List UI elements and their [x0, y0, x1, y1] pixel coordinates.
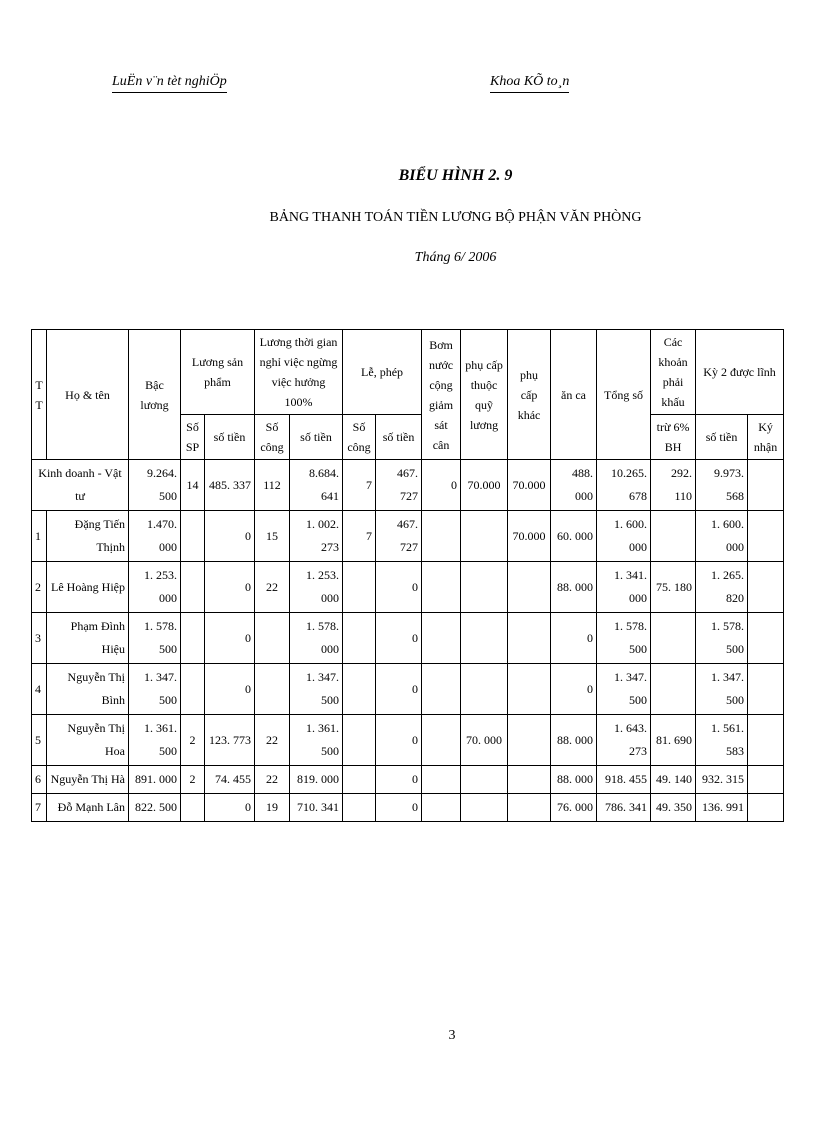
- cell-lsp: 74. 455: [205, 766, 255, 794]
- summary-pcq: 70.000: [461, 460, 508, 511]
- cell-tru: [651, 664, 696, 715]
- col-tt-header: T T: [32, 330, 47, 460]
- page-number: 3: [448, 1028, 456, 1043]
- cell-pcq: [461, 562, 508, 613]
- col-pck-header: phụ cấp khác: [508, 330, 551, 460]
- col-lep-header: Lễ, phép: [343, 330, 422, 415]
- cell-tong: 918. 455: [597, 766, 651, 794]
- cell-tru: 49. 140: [651, 766, 696, 794]
- cell-cong: 22: [255, 766, 290, 794]
- col-sotien2-header: số tiền: [290, 415, 343, 460]
- col-tong-header: Tổng số: [597, 330, 651, 460]
- col-sosp-header: Số SP: [181, 415, 205, 460]
- cell-linh: 1. 578. 500: [696, 613, 748, 664]
- cell-lep: 467. 727: [376, 511, 422, 562]
- cell-linh: 1. 600. 000: [696, 511, 748, 562]
- cell-tt: 2: [32, 562, 47, 613]
- cell-cong: 22: [255, 562, 290, 613]
- cell-bom: [422, 715, 461, 766]
- cell-tt: 4: [32, 664, 47, 715]
- cell-cong: 15: [255, 511, 290, 562]
- cell-ltg: 1. 347. 500: [290, 664, 343, 715]
- cell-tt: 3: [32, 613, 47, 664]
- summary-row: [32, 460, 784, 511]
- cell-bac: 822. 500: [129, 794, 181, 822]
- table-row: [32, 766, 784, 794]
- table-row: [32, 511, 784, 562]
- cell-lsp: 0: [205, 664, 255, 715]
- cell-anca: 76. 000: [551, 794, 597, 822]
- cell-sosp: 2: [181, 715, 205, 766]
- cell-ltg: 1. 002. 273: [290, 511, 343, 562]
- cell-bac: 891. 000: [129, 766, 181, 794]
- cell-lep: 0: [376, 562, 422, 613]
- cell-bom: [422, 613, 461, 664]
- summary-lsp: 485. 337: [205, 460, 255, 511]
- cell-tong: 1. 578. 500: [597, 613, 651, 664]
- cell-lep: 0: [376, 715, 422, 766]
- col-bom-header: Bơm nước cộng giảm sát cân: [422, 330, 461, 460]
- cell-sosp: [181, 511, 205, 562]
- summary-tong: 10.265. 678: [597, 460, 651, 511]
- cell-congp: [343, 794, 376, 822]
- table-row: [32, 664, 784, 715]
- summary-linh: 9.973. 568: [696, 460, 748, 511]
- col-socong1-header: Số công: [255, 415, 290, 460]
- cell-bom: [422, 562, 461, 613]
- cell-anca: 88. 000: [551, 715, 597, 766]
- cell-congp: [343, 562, 376, 613]
- cell-linh: 1. 265. 820: [696, 562, 748, 613]
- cell-ltg: 1. 578. 000: [290, 613, 343, 664]
- cell-tt: 6: [32, 766, 47, 794]
- cell-pck: [508, 766, 551, 794]
- cell-pcq: [461, 766, 508, 794]
- cell-ltg: 819. 000: [290, 766, 343, 794]
- cell-pck: [508, 613, 551, 664]
- cell-tong: 1. 347. 500: [597, 664, 651, 715]
- cell-bom: [422, 511, 461, 562]
- summary-congp: 7: [343, 460, 376, 511]
- cell-sosp: [181, 794, 205, 822]
- cell-ltg: 1. 253. 000: [290, 562, 343, 613]
- summary-ltg: 8.684. 641: [290, 460, 343, 511]
- cell-lsp: 123. 773: [205, 715, 255, 766]
- col-anca-header: ăn ca: [551, 330, 597, 460]
- cell-pcq: 70. 000: [461, 715, 508, 766]
- cell-anca: 88. 000: [551, 562, 597, 613]
- cell-lsp: 0: [205, 613, 255, 664]
- cell-sosp: 2: [181, 766, 205, 794]
- col-lsp-header: Lương sản phẩm: [181, 330, 255, 415]
- cell-tt: 1: [32, 511, 47, 562]
- col-ckp-header: Các khoản phải khấu: [651, 330, 696, 415]
- employee-rows: [32, 511, 784, 822]
- summary-pck: 70.000: [508, 460, 551, 511]
- cell-cong: [255, 664, 290, 715]
- header-department-label: Khoa KÕ to¸n: [490, 74, 569, 93]
- cell-tong: 1. 643. 273: [597, 715, 651, 766]
- cell-tong: 1. 341. 000: [597, 562, 651, 613]
- cell-kynhan: [748, 511, 784, 562]
- cell-congp: 7: [343, 511, 376, 562]
- cell-congp: [343, 715, 376, 766]
- cell-congp: [343, 664, 376, 715]
- table-row: [32, 562, 784, 613]
- cell-lep: 0: [376, 613, 422, 664]
- cell-tru: 81. 690: [651, 715, 696, 766]
- cell-pck: [508, 562, 551, 613]
- header-thesis-label: LuËn v¨n tèt nghiÖp: [112, 74, 227, 93]
- summary-cong: 112: [255, 460, 290, 511]
- table-row: [32, 613, 784, 664]
- cell-name: Đỗ Mạnh Lân: [47, 794, 129, 822]
- document-period: Tháng 6/ 2006: [414, 250, 497, 265]
- cell-bom: [422, 766, 461, 794]
- cell-bac: 1. 361. 500: [129, 715, 181, 766]
- cell-bom: [422, 664, 461, 715]
- cell-tru: 75. 180: [651, 562, 696, 613]
- summary-tru: 292. 110: [651, 460, 696, 511]
- cell-cong: 22: [255, 715, 290, 766]
- cell-pcq: [461, 794, 508, 822]
- table-row: [32, 715, 784, 766]
- col-kynhan-header: Ký nhận: [748, 415, 784, 460]
- cell-tru: [651, 511, 696, 562]
- summary-kynhan: [748, 460, 784, 511]
- cell-anca: 88. 000: [551, 766, 597, 794]
- cell-pcq: [461, 511, 508, 562]
- cell-name: Nguyễn Thị Hà: [47, 766, 129, 794]
- cell-linh: 136. 991: [696, 794, 748, 822]
- col-ky2-header: Kỳ 2 được lĩnh: [696, 330, 784, 415]
- table-row: [32, 794, 784, 822]
- col-sotien3-header: số tiền: [376, 415, 422, 460]
- col-tru-header: trừ 6% BH: [651, 415, 696, 460]
- cell-sosp: [181, 613, 205, 664]
- summary-sosp: 14: [181, 460, 205, 511]
- summary-bac: 9.264. 500: [129, 460, 181, 511]
- cell-tt: 7: [32, 794, 47, 822]
- col-socong2-header: Số công: [343, 415, 376, 460]
- document-title: BIỂU HÌNH 2. 9: [398, 167, 513, 184]
- cell-sosp: [181, 562, 205, 613]
- cell-lep: 0: [376, 766, 422, 794]
- cell-pck: [508, 664, 551, 715]
- cell-pck: 70.000: [508, 511, 551, 562]
- cell-kynhan: [748, 664, 784, 715]
- col-bac-header: Bậc lương: [129, 330, 181, 460]
- cell-name: Nguyễn Thị Hoa: [47, 715, 129, 766]
- cell-linh: 932. 315: [696, 766, 748, 794]
- col-sotien4-header: số tiền: [696, 415, 748, 460]
- cell-kynhan: [748, 715, 784, 766]
- cell-pck: [508, 715, 551, 766]
- cell-lep: 0: [376, 664, 422, 715]
- cell-kynhan: [748, 766, 784, 794]
- summary-bom: 0: [422, 460, 461, 511]
- summary-anca: 488. 000: [551, 460, 597, 511]
- document-subtitle: BẢNG THANH TOÁN TIỀN LƯƠNG BỘ PHẬN VĂN PHÒNG: [269, 210, 642, 225]
- cell-bac: 1.470. 000: [129, 511, 181, 562]
- cell-anca: 0: [551, 613, 597, 664]
- cell-ltg: 1. 361. 500: [290, 715, 343, 766]
- cell-name: Đặng Tiến Thịnh: [47, 511, 129, 562]
- cell-linh: 1. 347. 500: [696, 664, 748, 715]
- cell-lsp: 0: [205, 511, 255, 562]
- cell-pcq: [461, 664, 508, 715]
- cell-sosp: [181, 664, 205, 715]
- cell-tong: 1. 600. 000: [597, 511, 651, 562]
- cell-congp: [343, 766, 376, 794]
- cell-lsp: 0: [205, 562, 255, 613]
- cell-cong: [255, 613, 290, 664]
- summary-name: Kinh doanh - Vật tư: [32, 460, 129, 511]
- cell-pcq: [461, 613, 508, 664]
- cell-cong: 19: [255, 794, 290, 822]
- cell-pck: [508, 794, 551, 822]
- cell-kynhan: [748, 562, 784, 613]
- cell-bom: [422, 794, 461, 822]
- cell-ltg: 710. 341: [290, 794, 343, 822]
- cell-linh: 1. 561. 583: [696, 715, 748, 766]
- cell-bac: 1. 347. 500: [129, 664, 181, 715]
- cell-kynhan: [748, 613, 784, 664]
- cell-anca: 0: [551, 664, 597, 715]
- cell-name: Nguyễn Thị Bình: [47, 664, 129, 715]
- cell-lsp: 0: [205, 794, 255, 822]
- summary-lep: 467. 727: [376, 460, 422, 511]
- cell-tru: 49. 350: [651, 794, 696, 822]
- col-name-header: Họ & tên: [47, 330, 129, 460]
- col-pcq-header: phụ cấp thuộc quỹ lương: [461, 330, 508, 460]
- cell-congp: [343, 613, 376, 664]
- cell-tong: 786. 341: [597, 794, 651, 822]
- cell-bac: 1. 578. 500: [129, 613, 181, 664]
- col-sotien1-header: số tiền: [205, 415, 255, 460]
- cell-anca: 60. 000: [551, 511, 597, 562]
- cell-bac: 1. 253. 000: [129, 562, 181, 613]
- cell-lep: 0: [376, 794, 422, 822]
- payroll-table: [31, 329, 784, 822]
- cell-tt: 5: [32, 715, 47, 766]
- col-ltg-header: Lương thời gian nghỉ việc ngừng việc hưởng 100%: [255, 330, 343, 415]
- cell-name: Lê Hoàng Hiệp: [47, 562, 129, 613]
- cell-name: Phạm Đình Hiệu: [47, 613, 129, 664]
- cell-kynhan: [748, 794, 784, 822]
- header-row-main: [32, 330, 784, 415]
- cell-tru: [651, 613, 696, 664]
